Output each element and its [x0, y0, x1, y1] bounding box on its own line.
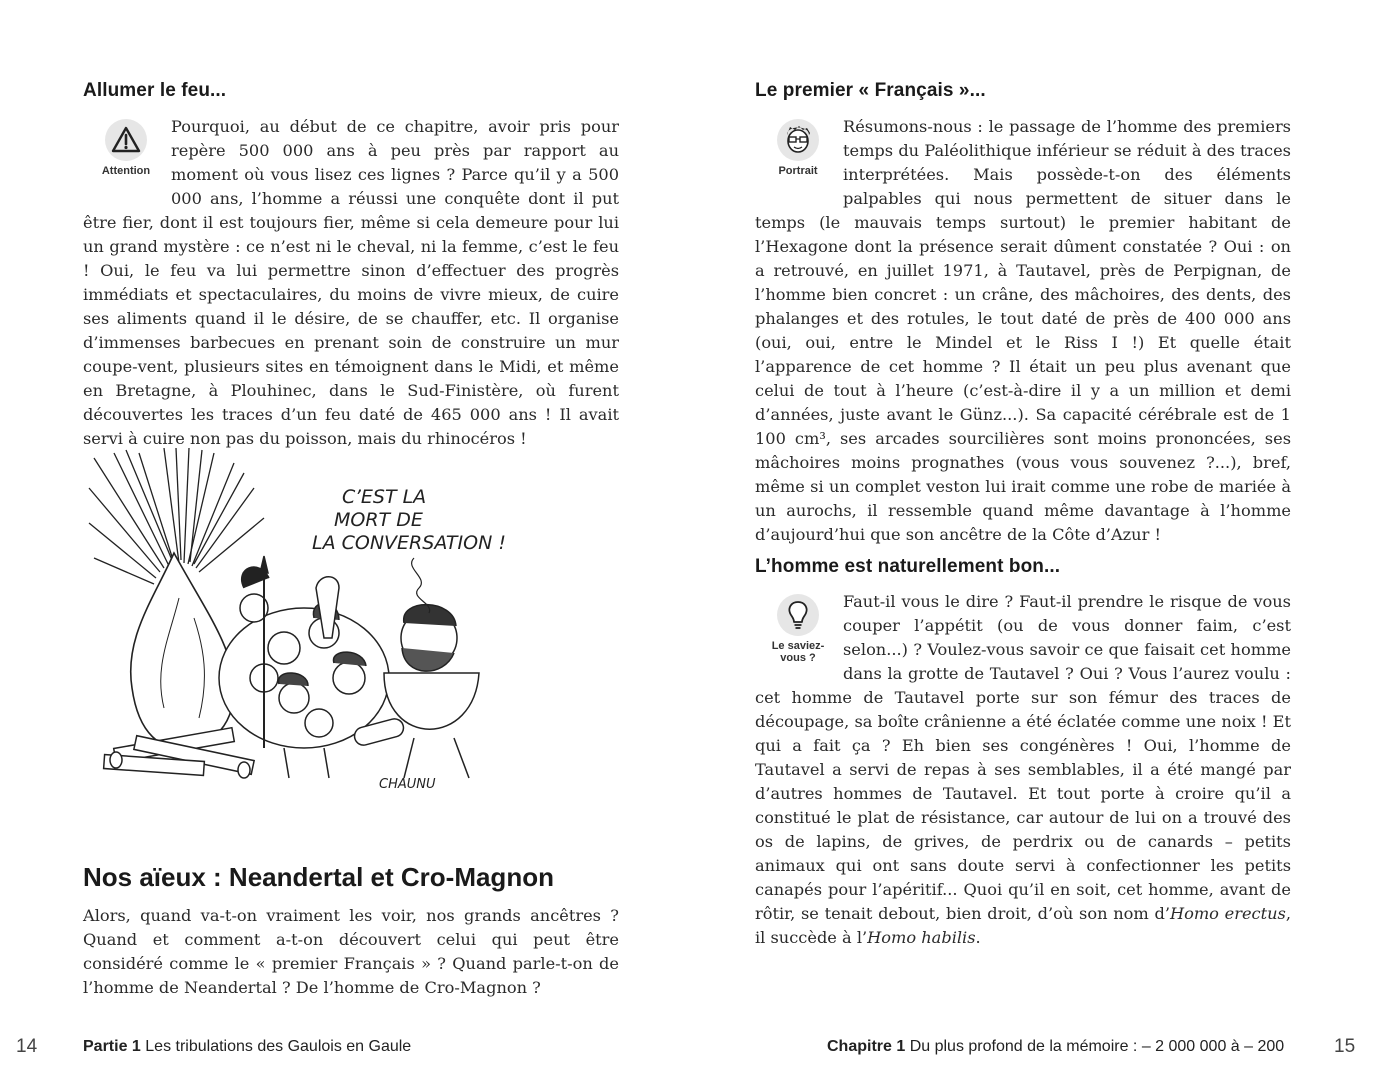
paragraph-text: Faut-il vous le dire ? Faut-il prendre le risque de vous couper l’appétit (ou de vous donner faim, c’est selon...) ? Voulez-vous savoir ce que faisait cet homme dans la grotte de Tautavel ? Oui ? Vous l’aurez voulu : cet homme de Tautavel porte sur son fémur des traces de découpage, sa boîte crânienne a été éclatée comme une noix ! Et qui a fait ça ? Eh bien ses congénères ! Oui, l’homme de Tautavel a servi de repas à ses semblables, il a été mangé par d’autres hommes de Tautavel. Et tout porte à croire qu’il a constitué le plat de résistance, car autour de lui on a trouvé des os de lapins, de grives, de perdrix ou de canards – petits animaux qui ont sans doute servi à confectionner les petits canapés pour l’apéritif... Quoi qu’il en soit, cet homme, avant de rôtir, se tenait debout, bien droit, d’où son nom d’	[755, 592, 1291, 923]
chapter-label: Chapitre 1	[827, 1038, 906, 1055]
running-footer-left	[83, 1038, 411, 1056]
cartoon-speech-line-3: LA CONVERSATION !	[312, 532, 506, 554]
section-paragraph-allumer-le-feu	[83, 115, 619, 451]
left-page	[0, 0, 688, 1080]
running-footer-right	[827, 1038, 1284, 1056]
paragraph-text: Pourquoi, au début de ce chapitre, avoir pris pour repère 500 000 ans à peu près par rapport au moment où vous lisez ces lignes ? Parce qu’il y a 500 000 ans, l’homme a réussi une conquête dont il put être fier, dont il est toujours fier, même si cela demeure pour lui un grand mystère : ce n’est ni le cheval, ni la femme, c’est le feu ! Oui, le feu va lui permettre sinon d’effectuer des progrès immédiats et spectaculaires, du moins de vivre mieux, de cuire ses aliments quand il le désire, de se chauffer, etc. Il organise d’immenses barbecues en prenant soin de construire un mur coupe-vent, plusieurs sites en témoignent dans le Midi, et même en Bretagne, à Plouhinec, dans le Sud-Finistère, où furent découvertes les traces d’un feu daté de 465 000 ans ! Il avait servi à cuire non pas du poisson, mais du rhinocéros !	[83, 117, 619, 448]
attention-label: Attention	[101, 165, 151, 177]
chapter-title: Du plus profond de la mémoire : – 2 000 000 à – 200	[909, 1038, 1285, 1055]
portrait-label: Portrait	[778, 165, 818, 177]
callout-label-line-1: Le saviez-	[771, 640, 825, 652]
paragraph-text-end: .	[975, 928, 981, 947]
cartoon-speech-line-2: MORT DE	[334, 509, 423, 531]
section-title-nos-aieux: Nos aïeux : Neandertal et Cro-Magnon	[83, 862, 554, 892]
section-title-homme-naturellement-bon: L’homme est naturellement bon...	[755, 556, 1061, 577]
warning-icon	[105, 119, 147, 161]
italic-homo-erectus: Homo erectus	[1169, 904, 1286, 923]
section-title-premier-francais: Le premier « Français »...	[755, 80, 986, 101]
part-label: Partie 1	[83, 1038, 141, 1055]
section-title-allumer-le-feu: Allumer le feu...	[83, 80, 227, 101]
cartoon-signature: CHAUNU	[379, 777, 436, 792]
paragraph-text-middle: , il succède à l’	[755, 904, 1291, 947]
le-saviez-vous-callout	[755, 590, 841, 676]
part-title: Les tribulations des Gaulois en Gaule	[145, 1038, 412, 1055]
lightbulb-icon	[777, 594, 819, 636]
caveman-fire-cartoon	[84, 448, 514, 808]
page-number-left: 14	[16, 1036, 38, 1057]
callout-label-line-2: vous ?	[780, 652, 816, 664]
le-saviez-vous-label	[755, 640, 841, 664]
right-page	[688, 0, 1377, 1080]
section-paragraph-premier-francais	[755, 115, 1291, 547]
section-paragraph-nos-aieux: Alors, quand va-t-on vraiment les voir, nos grands ancêtres ? Quand et comment a-t-on découvert celui qui peut être considéré comme le « premier Français » ? Quand parle-t-on de l’homme de Neandertal ? De l’homme de Cro-Magnon ?	[83, 906, 619, 997]
section-paragraph-homme-naturellement-bon	[755, 590, 1291, 950]
attention-callout	[83, 115, 169, 201]
paragraph-text: Résumons-nous : le passage de l’homme des premiers temps du Paléolithique inférieur se réduit à des traces interprétées. Mais possède-t-on des éléments palpables qui nous permettent de situer dans le temps (le mauvais temps surtout) le premier habitant de l’Hexagone dont la présence serait dûment constatée ? Oui : on a retrouvé, en juillet 1971, à Tautavel, près de Perpignan, de l’homme bien concret : un crâne, des mâchoires, des dents, des phalanges et des rotules, le tout daté de près de 400 000 ans (oui, oui, entre le Mindel et le Riss I !) Et quelle était l’apparence de cet homme ? Il était un peu plus avenant que celui de tout à l’heure (c’est-à-dire il y a un million et demi d’années, juste avant le Günz...). Sa capacité cérébrale est de 1 100 cm³, ses arcades sourcilières sont moins prononcées, ses mâchoires moins prognathes (vous vous souvenez ?...), bref, même si un complet veston lui irait comme une robe de mariée à un aurochs, il ressemble quand même davantage à l’homme d’aujourd’hui que son ancêtre de la Côte d’Azur !	[755, 117, 1291, 544]
cartoon-speech-line-1: C’EST LA	[342, 486, 427, 508]
page-number-right: 15	[1334, 1036, 1356, 1057]
italic-homo-habilis: Homo habilis	[867, 928, 976, 947]
portrait-face-icon	[777, 119, 819, 161]
portrait-callout	[755, 115, 841, 201]
